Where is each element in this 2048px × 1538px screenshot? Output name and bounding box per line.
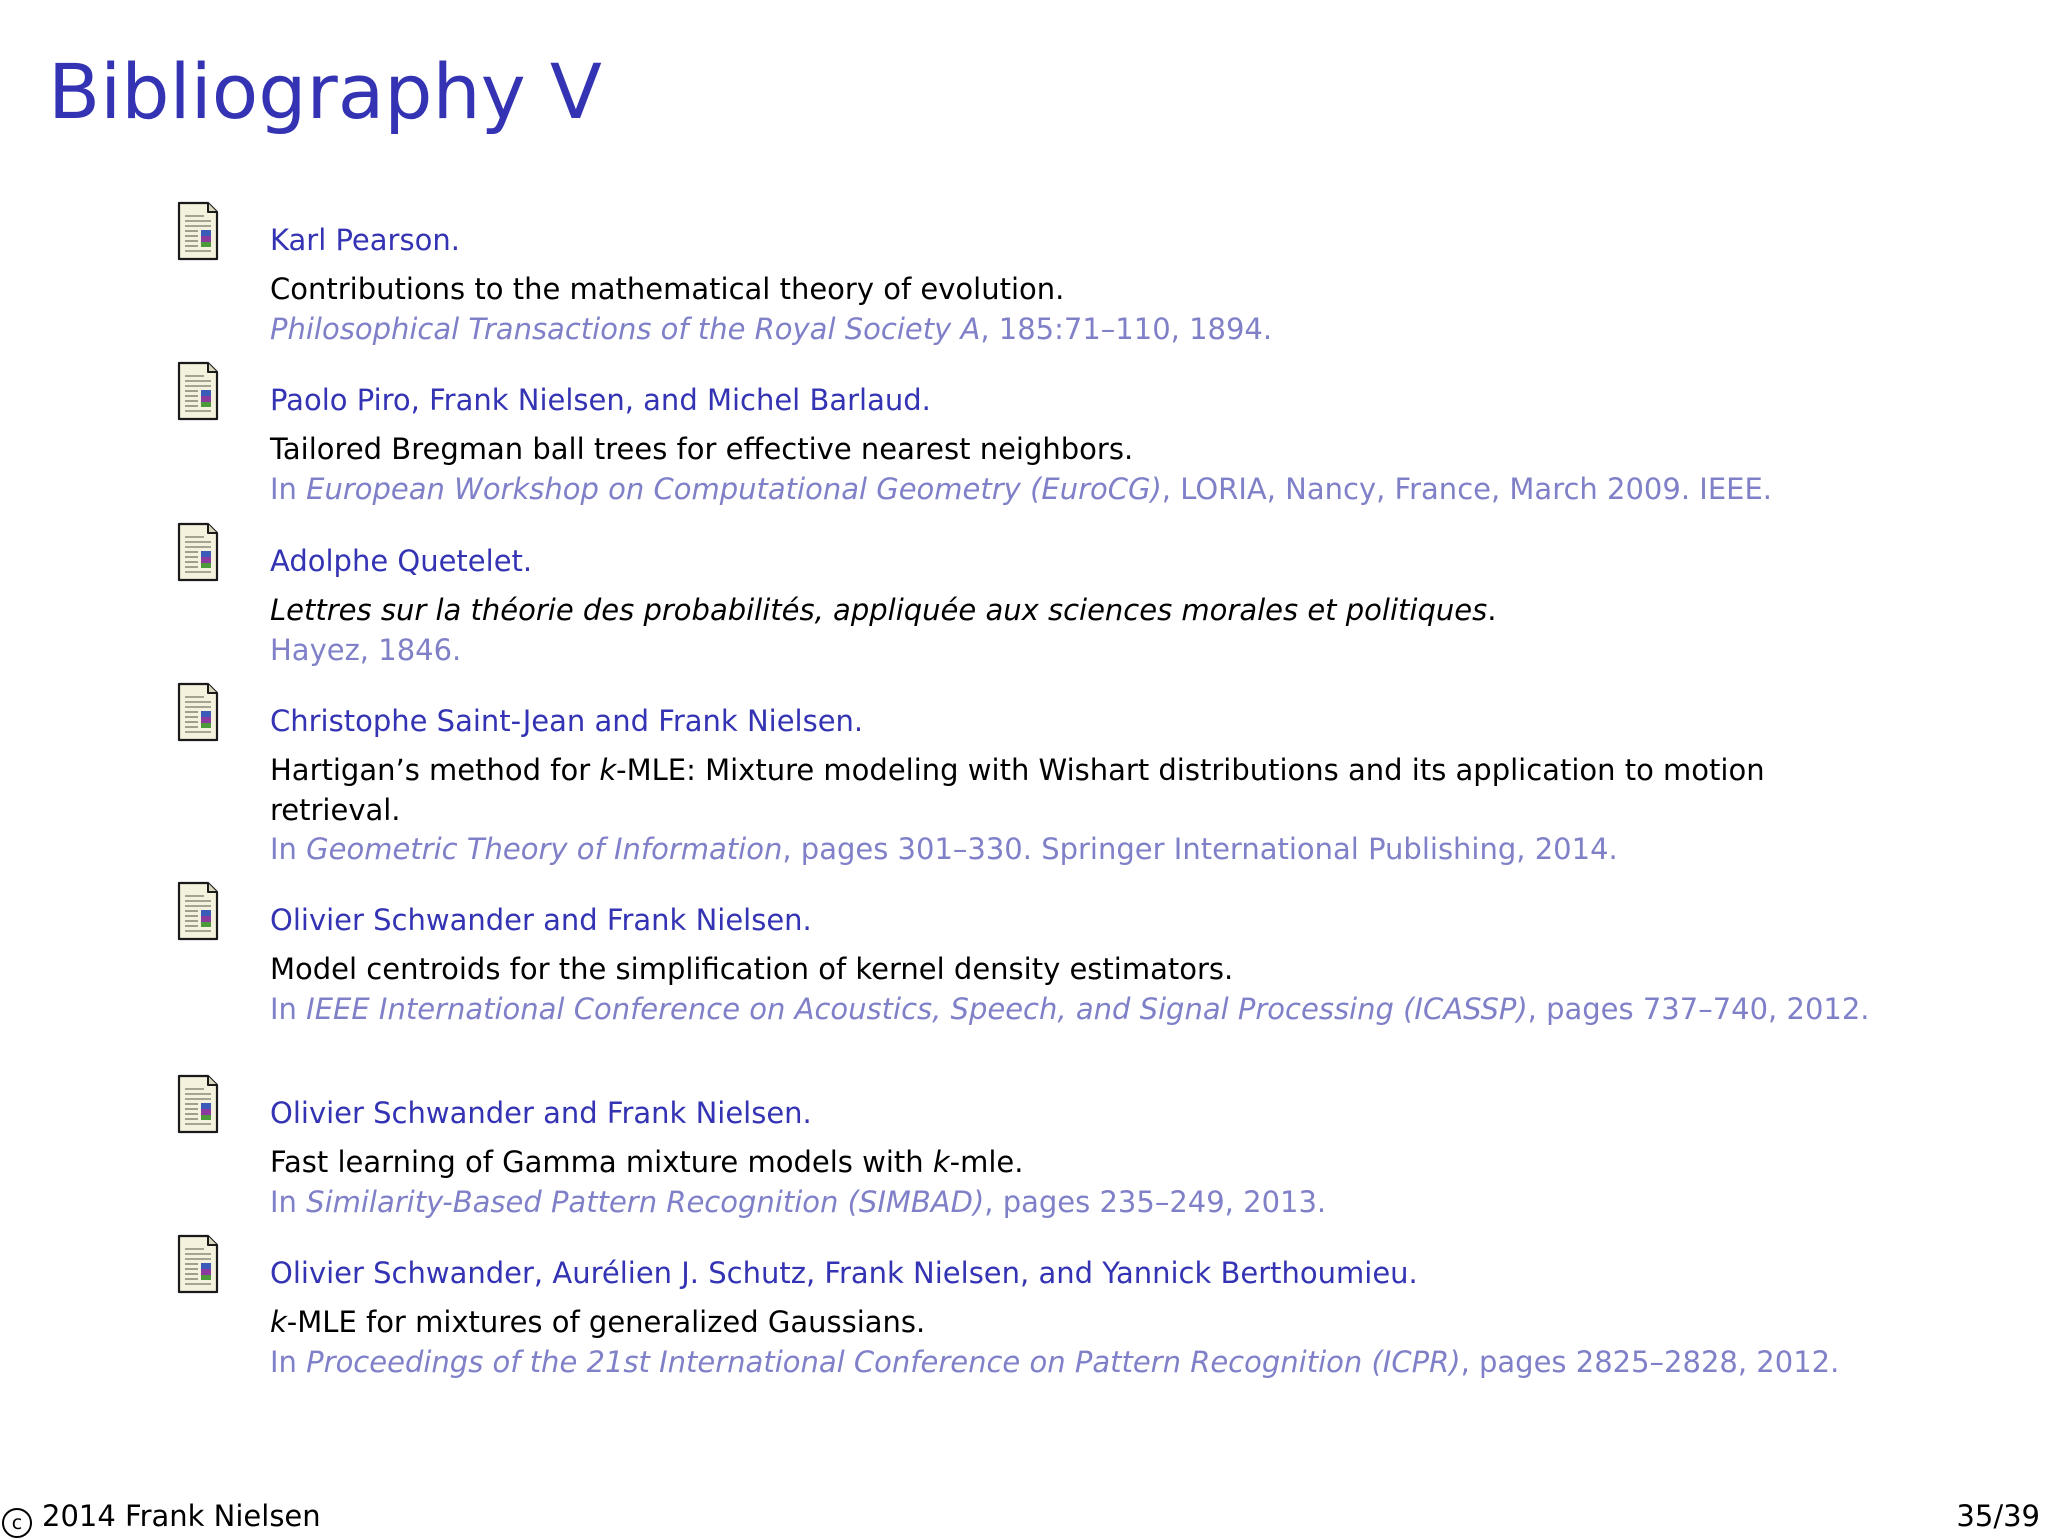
article-icon [176,521,220,583]
bib-author: Karl Pearson. [270,223,460,257]
bib-author: Adolphe Quetelet. [270,544,533,578]
bib-title-part: Lettres sur la théorie des probabilités, appliquée aux sciences morales et politiques [270,593,1488,627]
bib-note [270,990,1890,1030]
bib-venue: IEEE International Conference on Acoustics, Speech, and Signal Processing (ICASSP) [306,991,1528,1026]
bib-title-part: Tailored Bregman ball trees for effective nearest neighbors. [270,432,1134,466]
bib-author: Olivier Schwander and Frank Nielsen. [270,903,812,937]
bib-note-rest: , 185:71–110, 1894. [980,311,1273,346]
bib-title-part: -mle. [949,1145,1024,1179]
bib-title-part: k [270,1305,287,1339]
bib-note [270,631,1890,671]
slide-title: Bibliography V [48,47,602,136]
bib-note-prefix: In [270,991,307,1026]
bib-note [270,310,1890,350]
bib-title-part: k [932,1145,950,1179]
bib-entry-text [270,1254,1890,1382]
bib-title-part: Fast learning of Gamma mixture models with [270,1145,933,1179]
bib-title-part: k [599,753,617,787]
bib-author: Paolo Piro, Frank Nielsen, and Michel Barlaud. [270,383,931,417]
bib-entry-text [270,702,1890,870]
bib-title-part: Hartigan’s method for [270,753,600,787]
bib-venue: European Workshop on Computational Geometry (EuroCG) [306,471,1162,506]
slide-footer [0,1497,2048,1536]
article-icon [176,1233,220,1295]
copyright-icon: c [2,1508,32,1538]
bib-note-rest: , pages 235–249, 2013. [984,1184,1327,1219]
bib-author: Olivier Schwander and Frank Nielsen. [270,1096,812,1130]
bib-note-prefix: In [270,471,307,506]
bib-venue: Philosophical Transactions of the Royal Society A [270,311,981,346]
bib-note-prefix: In [270,1184,307,1219]
bib-note-rest: , LORIA, Nancy, France, March 2009. IEEE. [1161,471,1773,506]
bib-entry-text [270,381,1890,509]
bib-note-prefix: In [270,832,307,866]
bib-title [270,1143,1890,1183]
bib-title-part: Contributions to the mathematical theory of evolution. [270,272,1065,306]
bib-note-rest: , pages 737–740, 2012. [1527,991,1870,1026]
bib-title [270,751,1890,830]
bib-title [270,950,1890,990]
bib-note-rest: , pages 301–330. Springer International Publishing, 2014. [782,832,1618,866]
bib-title [270,591,1890,631]
bib-note-prefix: In [270,1344,307,1379]
bib-author: Christophe Saint-Jean and Frank Nielsen. [270,704,864,738]
bib-entry-text [270,221,1890,349]
footer-left [2,1497,321,1538]
article-icon [176,200,220,262]
bib-note [270,830,1890,870]
article-icon [176,1073,220,1135]
article-icon [176,880,220,942]
bib-entry-text [270,901,1890,1029]
footer-author: 2014 Frank Nielsen [42,1499,321,1533]
bib-venue: Similarity-Based Pattern Recognition (SIMBAD) [306,1184,985,1219]
bib-note [270,1343,1890,1383]
bib-entry-text [270,1094,1890,1222]
bib-title [270,1303,1890,1343]
bib-note-rest: Hayez, 1846. [270,632,462,667]
bib-title [270,270,1890,310]
bib-title-part: -MLE for mixtures of generalized Gaussians. [286,1305,926,1339]
bib-note-rest: , pages 2825–2828, 2012. [1460,1344,1840,1379]
bib-note [270,1183,1890,1223]
article-icon [176,681,220,743]
article-icon [176,360,220,422]
bib-entry-text [270,542,1890,670]
bib-title-part: -MLE: Mixture modeling with Wishart distributions and its application to motion retrieval. [270,753,1765,827]
bib-venue: Geometric Theory of Information [306,832,783,866]
bib-author: Olivier Schwander, Aurélien J. Schutz, Frank Nielsen, and Yannick Berthoumieu. [270,1256,1418,1290]
bib-venue: Proceedings of the 21st International Conference on Pattern Recognition (ICPR) [306,1344,1461,1379]
page-number: 35/39 [1956,1499,2040,1533]
bib-title [270,430,1890,470]
bib-title-part: . [1487,593,1497,627]
bib-note [270,470,1890,510]
bib-title-part: Model centroids for the simplification of kernel density estimators. [270,952,1234,986]
